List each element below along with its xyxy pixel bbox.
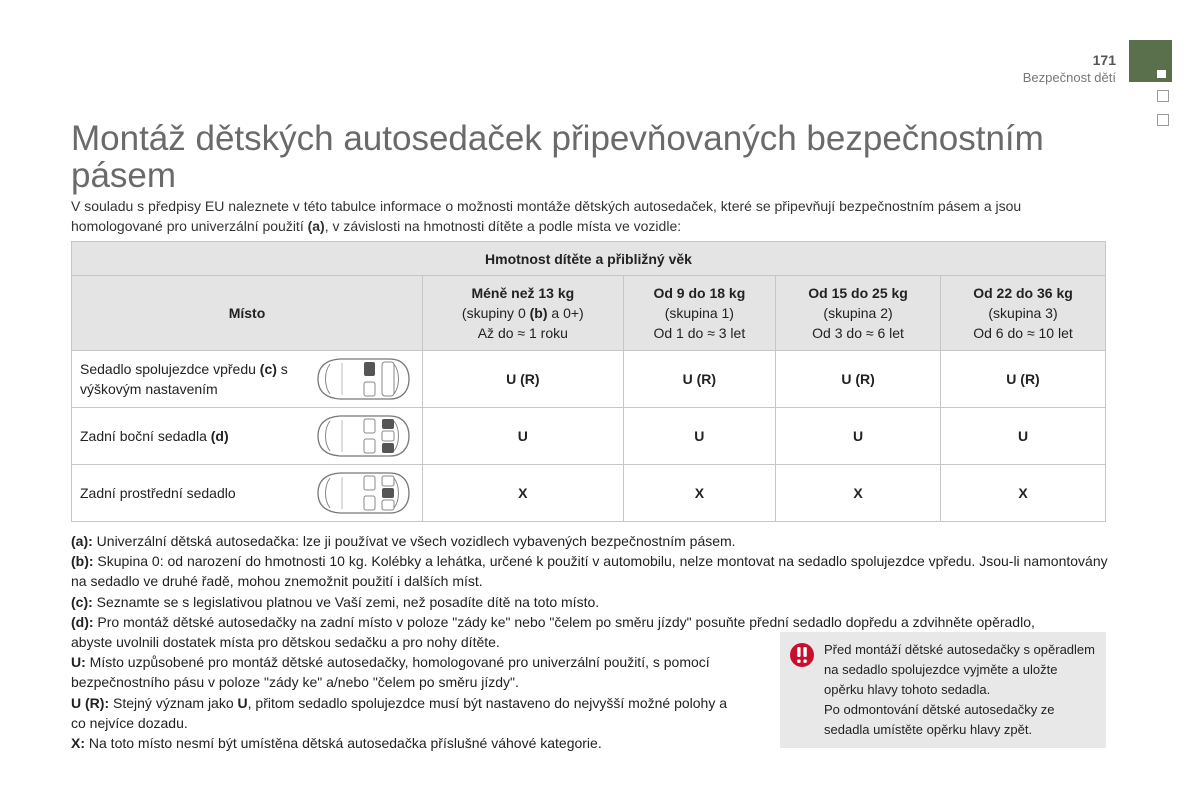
note-x: X: Na toto místo nesmí být umístěna dětská autosedačka příslušné váhové kategorie. (71, 735, 602, 752)
value-cell: U (R) (941, 351, 1106, 408)
table-row (72, 408, 1106, 465)
value-cell: U (R) (776, 351, 941, 408)
column-header: Méně než 13 kg (skupiny 0 (b) a 0+) Až do ≈ 1 roku (423, 276, 624, 351)
place-header: Místo (72, 276, 423, 351)
value-cell: U (R) (423, 351, 624, 408)
page-number: 171 (1092, 52, 1116, 68)
warning-text: Před montáží dětské autosedačky s opěradlem na sedadlo spolujezdce vyjměte a uložte opěrku hlavy tohoto sedadla. Po odmontování dětské autosedačky ze sedadla umístěte opěrku hlavy zpět. (824, 642, 1095, 737)
section-tab-empty (1157, 114, 1169, 126)
value-cell: U (941, 408, 1106, 465)
child-seat-table (71, 241, 1106, 522)
car-seat-diagram-icon (310, 468, 414, 518)
note-ur: U (R): Stejný význam jako U, přitom sedadlo spolujezdce musí být nastaveno do nejvyšší možné polohy a co nejvíce dozadu. (71, 694, 728, 731)
value-cell: U (776, 408, 941, 465)
warning-exclamation-icon (789, 642, 815, 668)
car-seat-diagram-icon (310, 354, 414, 404)
column-header: Od 15 do 25 kg (skupina 2) Od 3 do ≈ 6 let (776, 276, 941, 351)
column-header: Od 22 do 36 kg (skupina 3) Od 6 do ≈ 10 let (941, 276, 1106, 351)
warning-box (780, 632, 1106, 748)
section-tab-empty (1157, 90, 1169, 102)
section-tab-marker (1157, 70, 1166, 78)
value-cell: U (R) (623, 351, 775, 408)
value-cell: X (941, 465, 1106, 522)
section-name: Bezpečnost dětí (1022, 70, 1116, 85)
value-cell: X (776, 465, 941, 522)
value-cell: X (423, 465, 624, 522)
weight-age-header: Hmotnost dítěte a přibližný věk (72, 242, 1106, 276)
car-seat-diagram-icon (310, 411, 414, 461)
note-u: U: Místo uzpůsobené pro montáž dětské autosedačky, homologované pro univerzální použití, s pomocí bezpečnostního pásu v poloze "zády ke" a/nebo "čelem po směru jízdy". (71, 654, 710, 691)
value-cell: U (423, 408, 624, 465)
column-header: Od 9 do 18 kg (skupina 1) Od 1 do ≈ 3 let (623, 276, 775, 351)
place-cell: Sedadlo spolujezdce vpředu (c) s výškovým nastavením (72, 351, 423, 408)
table-row (72, 351, 1106, 408)
note-b: (b): Skupina 0: od narození do hmotnosti 10 kg. Kolébky a lehátka, určené k použití v automobilu, nelze montovat na sedadlo spolujezdce vpředu. Jsou-li namontovány na sedadlo ve druhé řadě, mohou znemožnit použití i dalších míst. (71, 553, 1108, 590)
note-d: (d): Pro montáž dětské autosedačky na zadní místo v poloze "zády ke" nebo "čelem po směru jízdy" posuňte přední sedadlo dopředu a zdvihněte opěradlo, abyste uvolnili dostatek místa pro dětskou sedačku a pro nohy dítěte. (71, 613, 1035, 651)
page-title: Montáž dětských autosedaček připevňovaných bezpečnostním pásem (71, 119, 1044, 195)
value-cell: X (623, 465, 775, 522)
note-c: (c): Seznamte se s legislativou platnou ve Vaší zemi, než posadíte dítě na toto místo. (71, 593, 600, 610)
value-cell: U (623, 408, 775, 465)
table-row (72, 465, 1106, 522)
intro-text: V souladu s předpisy EU naleznete v této tabulce informace o možnosti montáže dětských autosedaček, které se připevňují bezpečnostním pásem a jsou homologované pro univerzální použití (a), v závislosti na hmotnosti dítěte a podle místa ve vozidle: (71, 198, 1022, 234)
note-a: (a): Univerzální dětská autosedačka: lze ji používat ve všech vozidlech vybavených bezpečnostním pásem. (71, 533, 736, 549)
section-tab-active (1129, 40, 1172, 82)
place-cell: Zadní prostřední sedadlo (72, 465, 423, 522)
place-cell: Zadní boční sedadla (d) (72, 408, 423, 465)
